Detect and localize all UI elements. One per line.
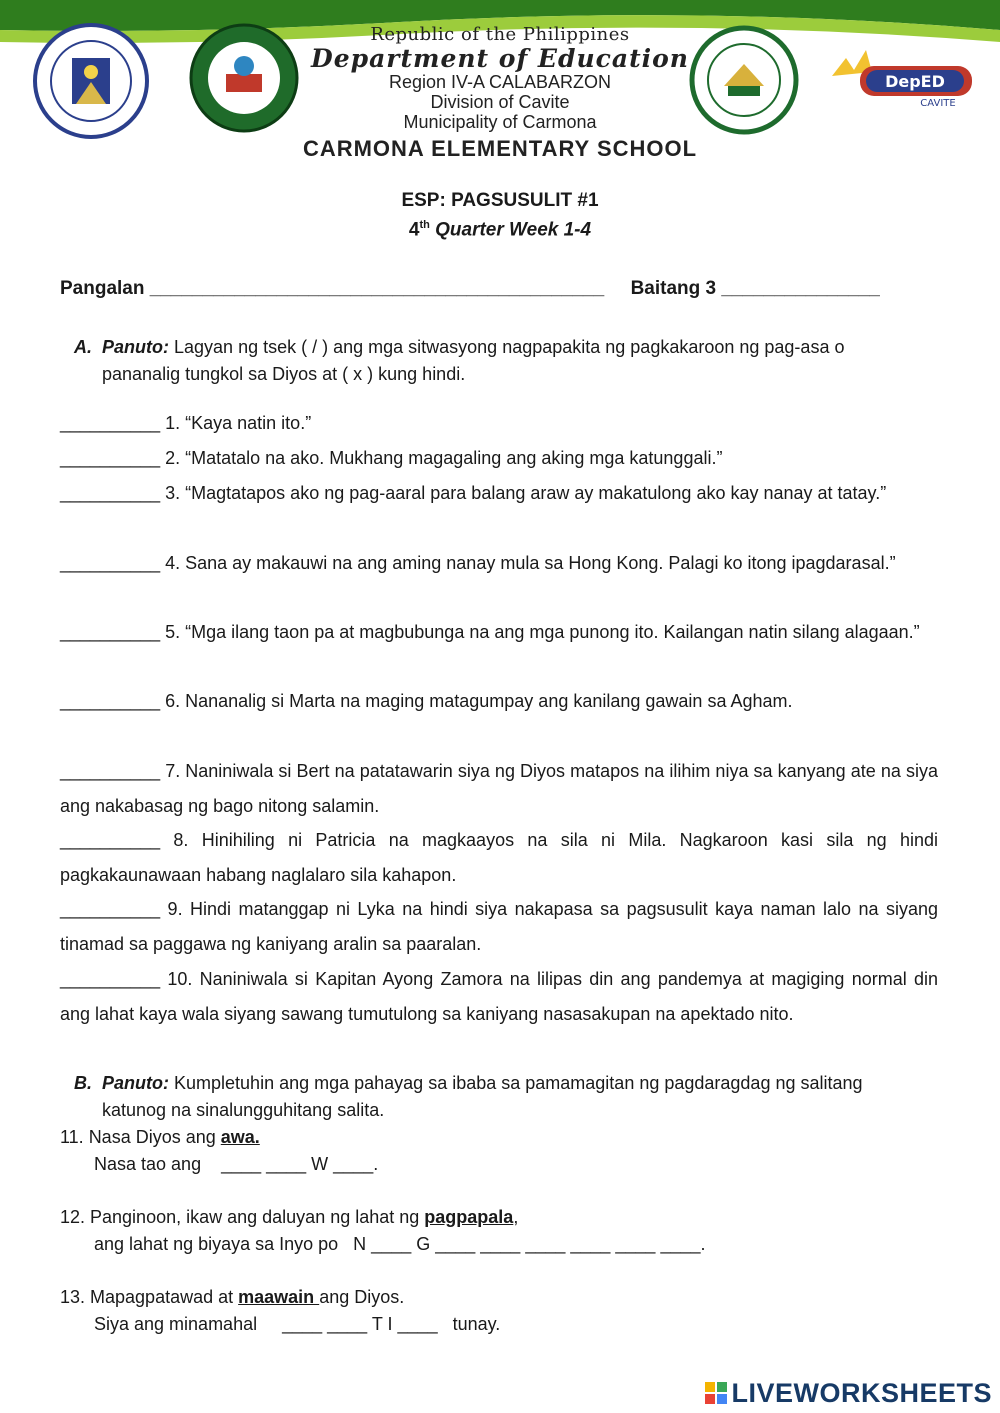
quarter-text: Quarter Week 1-4 — [429, 219, 592, 241]
list-item — [60, 962, 938, 1032]
department-line: Department of Education — [311, 44, 689, 73]
question-prefix: 13. Mapagpatawad at — [60, 1287, 239, 1307]
list-item — [60, 476, 938, 511]
grade-field[interactable]: _______________ — [721, 278, 880, 299]
question-item — [60, 1204, 706, 1258]
answer-blank[interactable]: __________ — [60, 553, 161, 573]
school-name: CARMONA ELEMENTARY SCHOOL — [302, 136, 698, 161]
list-item — [60, 546, 938, 581]
list-item — [60, 892, 938, 962]
answer-blank[interactable]: __________ — [60, 448, 161, 468]
question-suffix: , — [513, 1207, 519, 1227]
part-b-text-1: Kumpletuhin ang mga pahayag sa ibaba sa pamamagitan ng pagdaragdag ng salitang — [169, 1073, 863, 1093]
answer-blank[interactable]: __________ — [60, 761, 161, 781]
division-line: Division of Cavite — [430, 92, 570, 112]
answer-line[interactable]: ang lahat ng biyaya sa Inyo po N ____ G ____ ____ ____ ____ ____ ____. — [94, 1234, 706, 1254]
part-a-letter: A. — [74, 337, 92, 357]
grade-label: Baitang 3 — [630, 278, 717, 299]
part-a-label: Panuto: — [102, 337, 170, 357]
item-text: 1. “Kaya natin ito.” — [160, 413, 312, 433]
item-text: 9. Hindi matanggap ni Lyka na hindi siya nakapasa sa pagsusulit kaya naman lalo na siyang tinamad sa paggawa ng kaniyang aralin sa paaralan. — [60, 899, 938, 954]
deped-logo-sub: CAVITE — [920, 98, 956, 109]
municipality-line: Municipality of Carmona — [403, 112, 597, 132]
item-text: 6. Nananalig si Marta na maging matagumpay ang kanilang gawain sa Agham. — [160, 691, 793, 711]
quarter-number: 4 — [408, 219, 420, 241]
answer-blank[interactable]: __________ — [60, 483, 161, 503]
part-a-text-2: pananalig tungkol sa Diyos at ( x ) kung hindi. — [102, 364, 466, 384]
question-prefix: 12. Panginoon, ikaw ang daluyan ng lahat ng — [60, 1207, 425, 1227]
quiz-title: ESP: PAGSUSULIT #1 — [401, 190, 599, 211]
underlined-word: pagpapala — [424, 1207, 514, 1227]
quarter-suffix: th — [419, 219, 430, 231]
question-item — [60, 1284, 500, 1338]
answer-line[interactable]: Nasa tao ang ____ ____ W ____. — [94, 1154, 379, 1174]
list-item — [60, 441, 938, 476]
answer-blank[interactable]: __________ — [60, 691, 161, 711]
name-field[interactable]: ___________________________________________ — [149, 278, 605, 299]
answer-blank[interactable]: __________ — [60, 622, 161, 642]
item-text: 8. Hinihiling ni Patricia na magkaayos na sila ni Mila. Nagkaroon kasi sila ng hindi pagkakaunawaan habang naglalaro sila kahapon. — [60, 830, 938, 885]
part-a-directions — [74, 334, 944, 388]
name-label: Pangalan — [60, 278, 145, 299]
question-suffix: ang Diyos. — [319, 1287, 405, 1307]
liveworksheets-icon — [705, 1382, 727, 1404]
part-b-letter: B. — [74, 1073, 92, 1093]
part-a-text-1: Lagyan ng tsek ( / ) ang mga sitwasyong nagpapakita ng pagkakaroon ng pag-asa o — [169, 337, 845, 357]
list-item — [60, 615, 938, 650]
item-text: 7. Naniniwala si Bert na patatawarin siya ng Diyos matapos na ilihim niya sa kanyang ate na siya ang nakabasag ng bago nitong salamin. — [60, 761, 938, 816]
item-text: 10. Naniniwala si Kapitan Ayong Zamora na lilipas din ang pandemya at magiging normal din ang lahat kaya wala siyang sawang tumutulong sa kaniyang nasasakupan na apektado nito. — [60, 969, 938, 1024]
name-row — [60, 278, 880, 300]
item-text: 4. Sana ay makauwi na ang aming nanay mula sa Hong Kong. Palagi ko itong ipagdarasal.” — [160, 553, 896, 573]
list-item — [60, 823, 938, 893]
part-b-label: Panuto: — [102, 1073, 170, 1093]
underlined-word: awa. — [220, 1127, 260, 1147]
answer-blank[interactable]: __________ — [60, 969, 161, 989]
answer-blank[interactable]: __________ — [60, 413, 161, 433]
answer-line[interactable]: Siya ang minamahal ____ ____ T I ____ tunay. — [94, 1314, 501, 1334]
answer-blank[interactable]: __________ — [60, 899, 161, 919]
question-item — [60, 1124, 378, 1178]
item-text: 5. “Mga ilang taon pa at magbubunga na ang mga punong ito. Kailangan natin silang alagaan.” — [160, 622, 920, 642]
republic-line: Republic of the Philippines — [370, 24, 630, 45]
question-prefix: 11. Nasa Diyos ang — [60, 1127, 221, 1147]
list-item — [60, 684, 938, 719]
item-text: 3. “Magtatapos ako ng pag-aaral para balang araw ay makatulong ako kay nanay at tatay.” — [160, 483, 887, 503]
underlined-word: maawain — [238, 1287, 320, 1307]
deped-logo-text: DepED — [885, 72, 945, 91]
list-item — [60, 406, 938, 441]
answer-blank[interactable]: __________ — [60, 830, 161, 850]
part-b-text-2: katunog na sinalungguhitang salita. — [102, 1100, 385, 1120]
region-line: Region IV-A CALABARZON — [388, 72, 612, 92]
list-item — [60, 754, 938, 824]
item-text: 2. “Matatalo na ako. Mukhang magagaling ang aking mga katunggali.” — [160, 448, 723, 468]
part-b-directions — [74, 1070, 944, 1124]
quiz-subtitle — [0, 219, 1000, 241]
liveworksheets-logo — [705, 1376, 992, 1410]
liveworksheets-brand: LIVEWORKSHEETS — [731, 1377, 992, 1408]
